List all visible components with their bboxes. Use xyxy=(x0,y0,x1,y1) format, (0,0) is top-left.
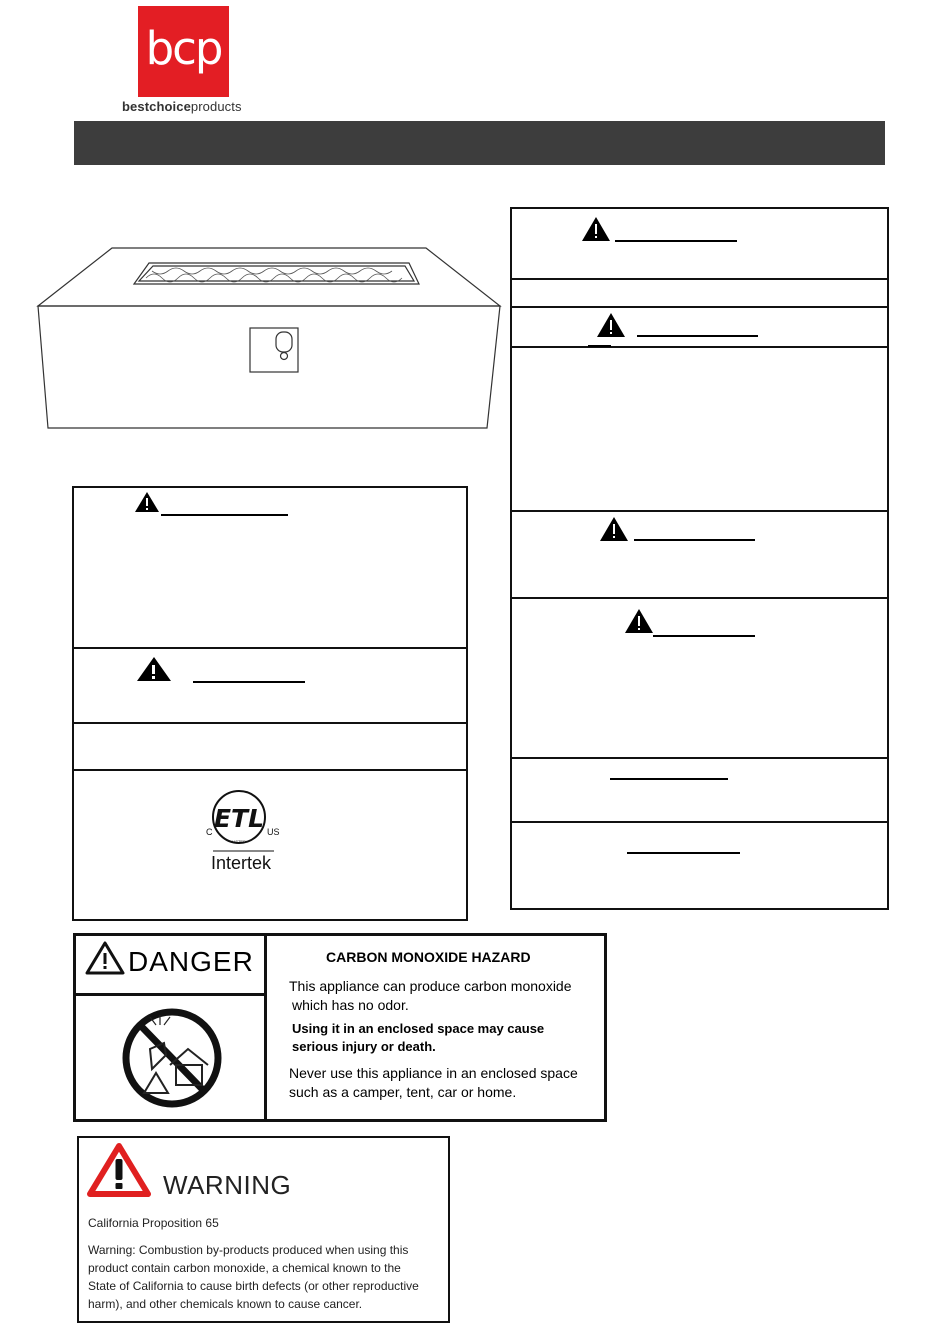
heading-underline xyxy=(653,635,755,637)
left-divider-1 xyxy=(72,647,468,649)
co-text-line: such as a camper, tent, car or home. xyxy=(289,1084,517,1100)
logo-text: bcp xyxy=(145,22,222,75)
right-divider-3 xyxy=(510,346,889,348)
no-indoor-use-icon xyxy=(120,1003,224,1113)
etl-us: US xyxy=(267,827,280,837)
etl-sub: LISTED xyxy=(231,839,247,844)
brand-caption-bold: bestchoice xyxy=(122,99,191,114)
left-divider-3 xyxy=(72,769,468,771)
right-divider-2 xyxy=(510,306,889,308)
right-divider-7 xyxy=(510,821,889,823)
prop65-text-line: harm), and other chemicals known to cause cancer. xyxy=(88,1297,363,1311)
warning-icon xyxy=(596,312,626,338)
intertek-text: Intertek xyxy=(210,853,272,873)
prop65-text-line: Warning: Combustion by-products produced when using this xyxy=(88,1243,409,1257)
prop65-text-line: State of California to cause birth defects (or other reproductive xyxy=(88,1279,419,1293)
warning-icon xyxy=(624,608,654,634)
heading-underline xyxy=(634,539,755,541)
heading-underline xyxy=(610,778,728,780)
prop65-warning-label: WARNING xyxy=(163,1170,292,1200)
co-text-line: This appliance can produce carbon monoxide xyxy=(289,978,572,994)
right-divider-1 xyxy=(510,278,889,280)
prop65-text-line: product contain carbon monoxide, a chemical known to the xyxy=(88,1261,401,1275)
warning-icon xyxy=(599,516,629,542)
co-hazard-title: CARBON MONOXIDE HAZARD xyxy=(326,949,531,965)
co-text-line: Never use this appliance in an enclosed space xyxy=(289,1065,578,1081)
etl-mark: ETL xyxy=(213,804,265,833)
heading-underline xyxy=(627,852,740,854)
danger-divider-vertical xyxy=(264,933,267,1122)
prop65-heading: California Proposition 65 xyxy=(88,1216,219,1230)
brand-caption xyxy=(122,99,242,114)
warning-icon xyxy=(136,656,172,682)
heading-underline xyxy=(615,240,737,242)
heading-underline xyxy=(637,335,758,337)
right-notice-box xyxy=(510,207,889,910)
co-bold-line: Using it in an enclosed space may cause xyxy=(292,1021,545,1036)
right-divider-5 xyxy=(510,597,889,599)
right-divider-6 xyxy=(510,757,889,759)
danger-divider-horizontal xyxy=(73,993,266,996)
warning-icon xyxy=(134,491,160,513)
title-bar xyxy=(74,121,885,165)
right-divider-4 xyxy=(510,510,889,512)
brand-logo xyxy=(138,6,229,97)
prop65-warning-icon xyxy=(86,1142,152,1198)
co-bold-line: serious injury or death. xyxy=(292,1039,436,1054)
heading-underline xyxy=(161,514,288,516)
brand-caption-rest: products xyxy=(190,99,242,114)
etl-listed-mark xyxy=(203,785,293,875)
danger-warning-icon xyxy=(85,940,125,976)
warning-icon xyxy=(581,216,611,242)
etl-c: C xyxy=(206,827,213,837)
small-underline xyxy=(588,345,611,347)
heading-underline xyxy=(193,681,305,683)
co-text-line: which has no odor. xyxy=(292,997,409,1013)
left-divider-2 xyxy=(72,722,468,724)
fire-pit-illustration xyxy=(36,244,502,432)
danger-label: DANGER xyxy=(128,946,254,977)
